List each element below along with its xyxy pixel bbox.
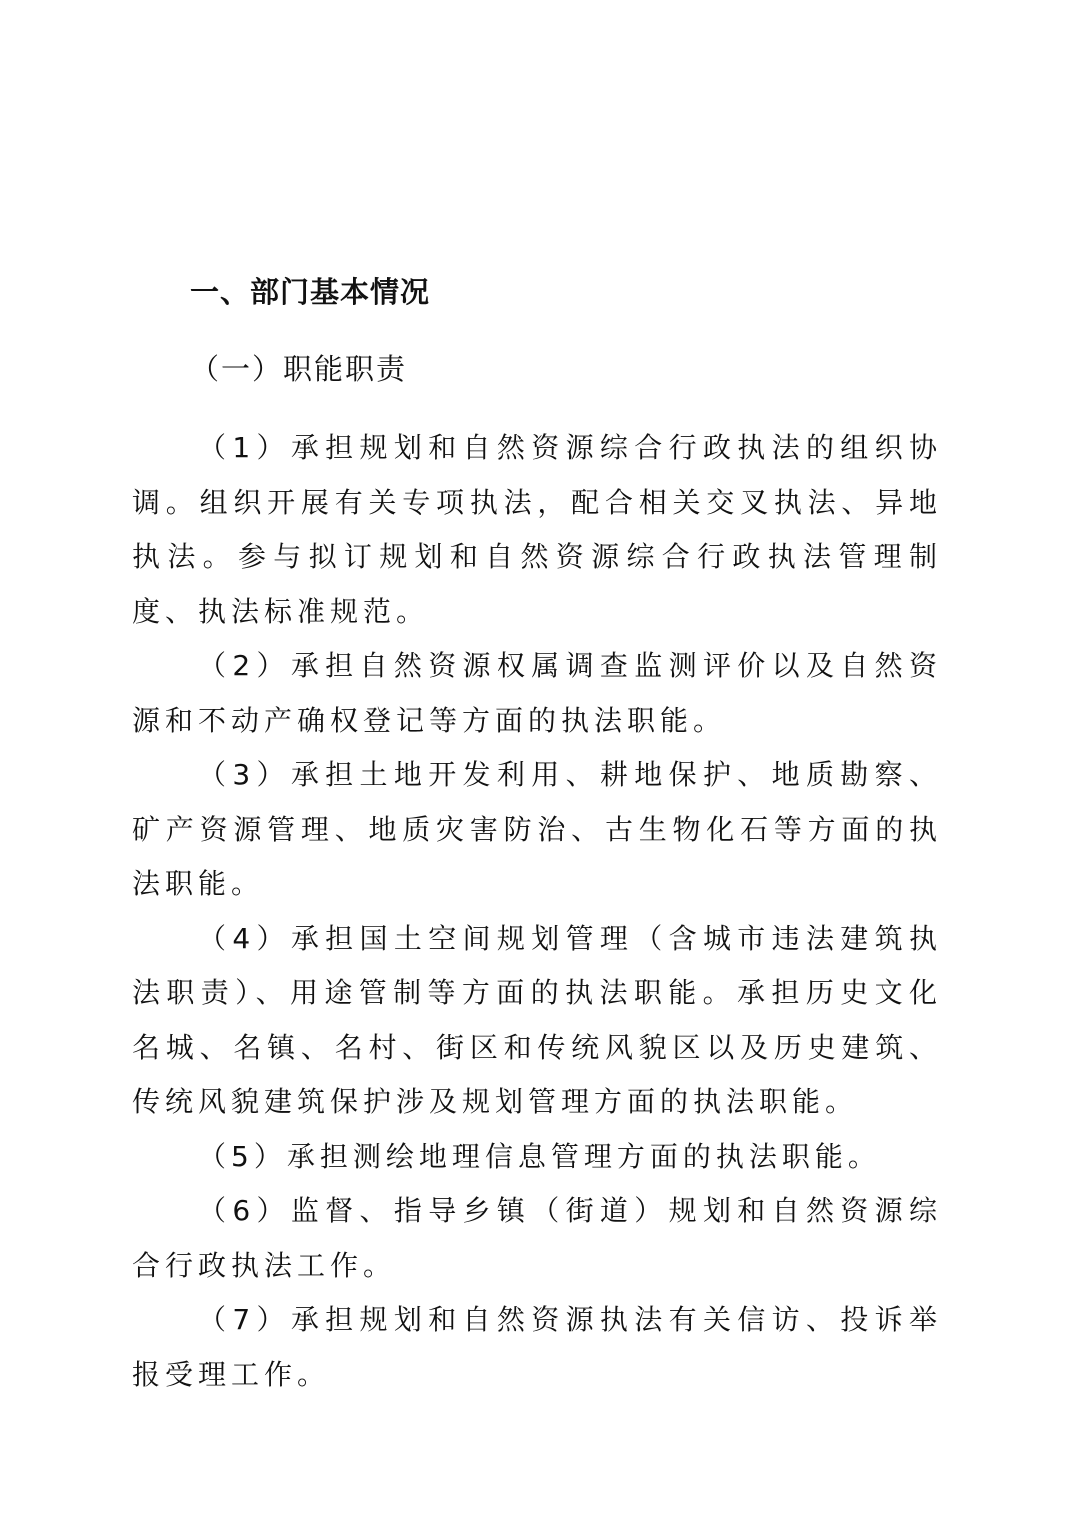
paragraph-item-7: （7）承担规划和自然资源执法有关信访、投诉举报受理工作。 bbox=[132, 1303, 942, 1391]
body-text bbox=[132, 421, 942, 1402]
paragraph-item-5: （5）承担测绘地理信息管理方面的执法职能。 bbox=[198, 1139, 881, 1173]
paragraph-item-6: （6）监督、指导乡镇（街道）规划和自然资源综合行政执法工作。 bbox=[132, 1194, 942, 1282]
paragraph-item-4: （4）承担国土空间规划管理（含城市违法建筑执法职责）、用途管制等方面的执法职能。承担历史文化名城、名镇、名村、街区和传统风貌区以及历史建筑、传统风貌建筑保护涉及规划管理方面的执法职能。 bbox=[132, 921, 942, 1118]
paragraph-item-2: （2）承担自然资源权属调查监测评价以及自然资源和不动产确权登记等方面的执法职能。 bbox=[132, 649, 942, 737]
paragraph-item-1: （1）承担规划和自然资源综合行政执法的组织协调。组织开展有关专项执法，配合相关交叉执法、异地执法。参与拟订规划和自然资源综合行政执法管理制度、执法标准规范。 bbox=[132, 431, 942, 628]
section-heading: 一、部门基本情况 bbox=[190, 275, 431, 309]
paragraph-item-3: （3）承担土地开发利用、耕地保护、地质勘察、矿产资源管理、地质灾害防治、古生物化石等方面的执法职能。 bbox=[132, 758, 942, 900]
subsection-heading: （一）职能职责 bbox=[190, 352, 408, 386]
